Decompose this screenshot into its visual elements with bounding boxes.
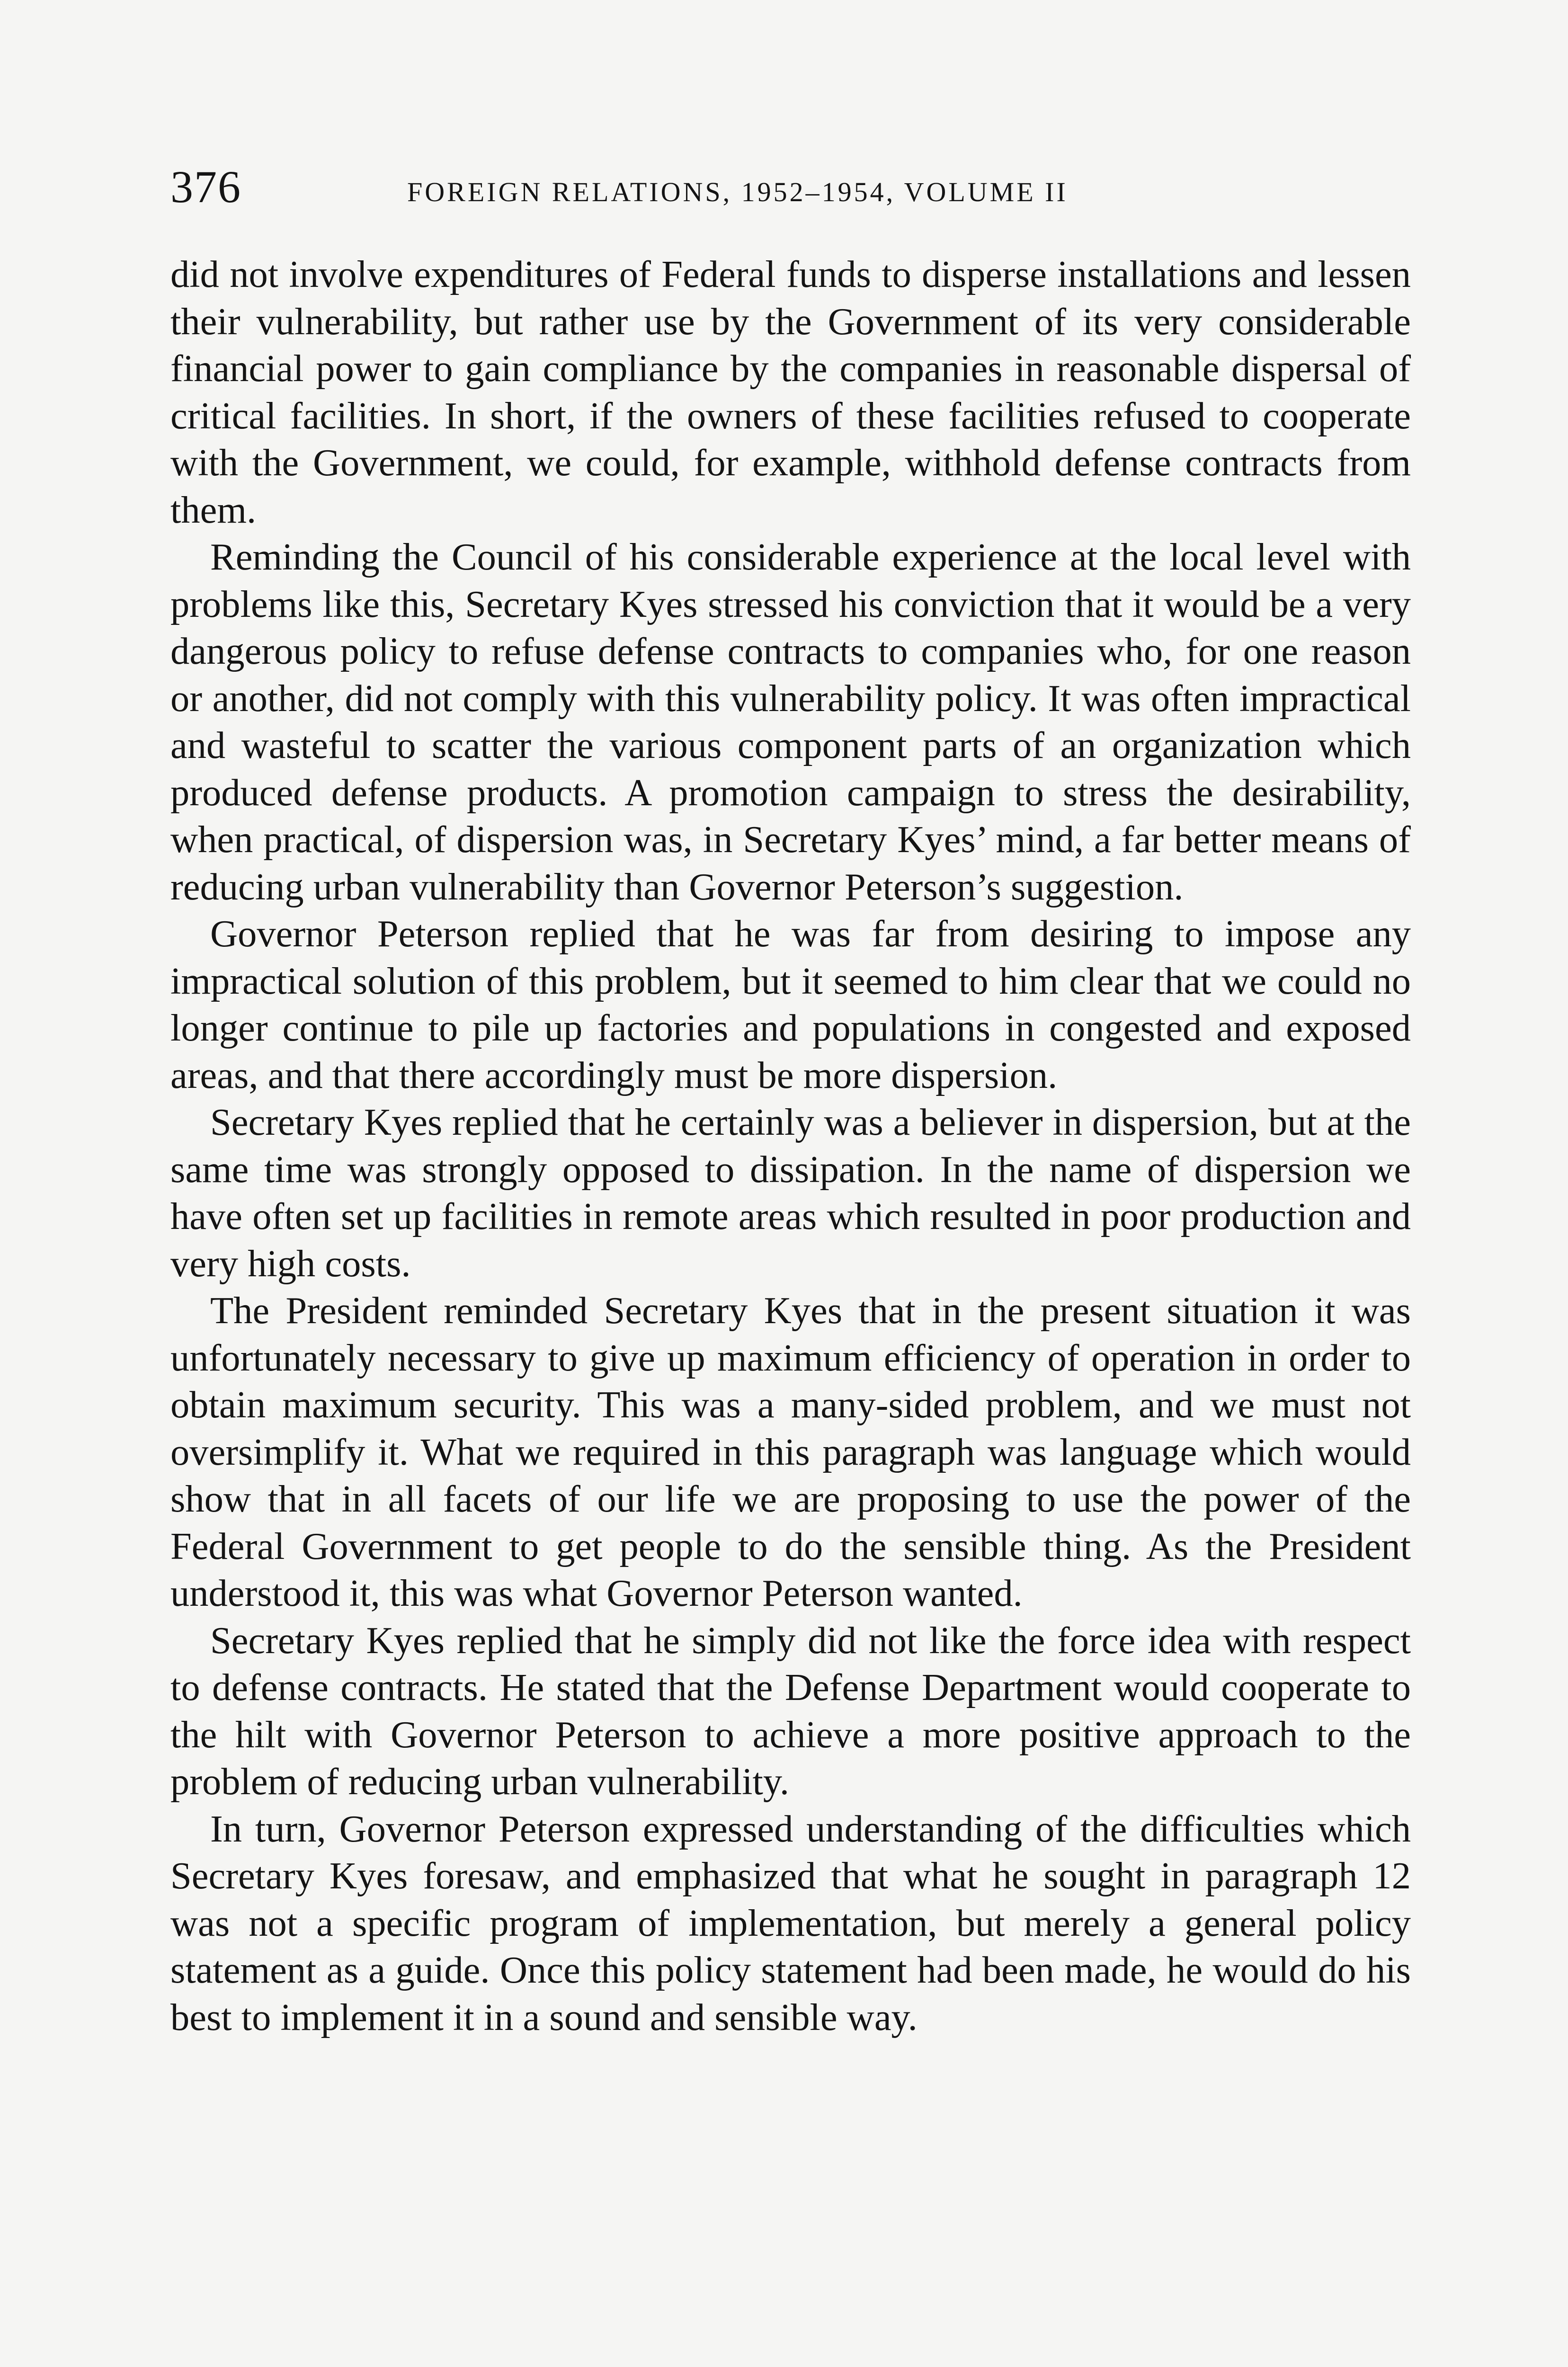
page-number: 376: [170, 161, 241, 212]
paragraph: Reminding the Council of his considerable experience at the local level with problems like this, Secretary Kyes stressed his conviction that it would be a very dangerous policy to refuse defense contracts to companies who, for one reason or another, did not comply with this vulnerability policy. It was often impractical and wasteful to scatter the various component parts of an organization which produced defense products. A promotion campaign to stress the desirability, when practical, of dispersion was, in Secretary Kyes’ mind, a far better means of reducing urban vulnerability than Governor Peterson’s suggestion.: [170, 536, 1411, 908]
paragraph: The President reminded Secretary Kyes that in the present situation it was unfortunately necessary to give up maximum efficiency of operation in order to obtain maximum security. This was a many-sided problem, and we must not oversimplify it. What we required in this paragraph was language which would show that in all facets of our life we are proposing to use the power of the Federal Government to get people to do the sensible thing. As the President understood it, this was what Governor Peterson wanted.: [170, 1290, 1411, 1614]
paragraph: Secretary Kyes replied that he simply did not like the force idea with respect to defense contracts. He stated that the Defense Department would cooperate to the hilt with Governor Peterson to achieve a more positive approach to the problem of reducing urban vulnerability.: [170, 1619, 1411, 1803]
body-text: [170, 251, 1411, 2041]
page-header: [170, 159, 1420, 225]
paragraph: In turn, Governor Peterson expressed understanding of the difficulties which Secretary Kyes foresaw, and emphasized that what he sought in paragraph 12 was not a specific program of implementation, but merely a general policy statement as a guide. Once this policy statement had been made, he would do his best to implement it in a sound and sensible way.: [170, 1807, 1411, 2038]
paragraph: Governor Peterson replied that he was far from desiring to impose any impractical solution of this problem, but it seemed to him clear that we could no longer continue to pile up factories and populations in congested and exposed areas, and that there accordingly must be more dispersion.: [170, 913, 1411, 1096]
paragraph: Secretary Kyes replied that he certainly was a believer in dispersion, but at the same time was strongly opposed to dissipation. In the name of dispersion we have often set up facilities in remote areas which resulted in poor production and very high costs.: [170, 1101, 1411, 1285]
paragraph-continued: did not involve expenditures of Federal funds to disperse installations and lessen their vulnerability, but rather use by the Government of its very considerable financial power to gain compliance by the companies in reasonable dispersal of critical facilities. In short, if the owners of these facilities refused to cooperate with the Government, we could, for example, withhold defense contracts from them.: [170, 253, 1411, 531]
running-head: FOREIGN RELATIONS, 1952–1954, VOLUME II: [407, 177, 1068, 207]
